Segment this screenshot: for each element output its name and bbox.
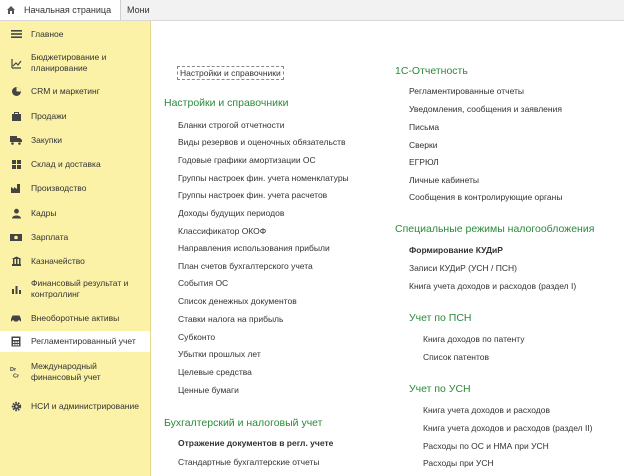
nav-link[interactable]: Записи КУДиР (УСН / ПСН) (409, 263, 517, 273)
section-title: Бухгалтерский и налоговый учет (164, 417, 323, 429)
section-title: Специальные режимы налогообложения (395, 223, 595, 235)
nav-link[interactable]: Книга доходов по патенту (423, 334, 525, 344)
sidebar-item-label: Кадры (31, 207, 57, 218)
tab-home-label: Начальная страница (24, 5, 112, 15)
sidebar-item-admin[interactable] (0, 394, 150, 418)
warehouse-icon (10, 158, 22, 170)
nav-link[interactable]: Группы настроек фин. учета расчетов (178, 190, 328, 200)
sidebar-item-purchases[interactable] (0, 132, 150, 148)
sidebar-item-regulated-accounting[interactable] (0, 331, 150, 352)
sidebar-item-label: Продажи (31, 110, 67, 121)
nav-link[interactable]: Сверки (409, 140, 438, 150)
nav-link[interactable]: Убытки прошлых лет (178, 349, 261, 359)
nav-link[interactable]: Доходы будущих периодов (178, 208, 285, 218)
sidebar-item-international[interactable] (0, 360, 150, 384)
nav-link[interactable]: Годовые графики амортизации ОС (178, 155, 316, 165)
nav-link[interactable]: Уведомления, сообщения и заявления (409, 104, 562, 114)
nav-link[interactable]: ЕГРЮЛ (409, 157, 439, 167)
sidebar-item-budgeting[interactable] (0, 51, 150, 75)
nav-link[interactable]: Личные кабинеты (409, 175, 480, 185)
nav-link[interactable]: Книга учета доходов и расходов (423, 405, 550, 415)
nav-link[interactable]: Субконто (178, 332, 216, 342)
bag-icon (10, 110, 22, 122)
truck-icon (10, 134, 22, 146)
sidebar-item-label: Главное (31, 28, 64, 39)
nav-link[interactable]: Сообщения в контролирующие органы (409, 192, 563, 202)
nav-link[interactable]: Формирование КУДиР (409, 245, 503, 255)
sidebar-item-fixed-assets[interactable] (0, 310, 150, 326)
nav-link[interactable]: Ценные бумаги (178, 385, 239, 395)
pie-icon (10, 85, 22, 97)
nav-link[interactable]: Список денежных документов (178, 296, 297, 306)
tab-monitor[interactable] (121, 0, 161, 20)
nav-link[interactable]: Книга учета доходов и расходов (раздел I) (409, 281, 577, 291)
sidebar-item-label: Международный финансовый учет (31, 361, 101, 382)
sidebar-item-sales[interactable] (0, 108, 150, 124)
dr-cr-icon (10, 366, 22, 378)
gear-icon (10, 400, 22, 412)
section-title: Настройки и справочники (164, 97, 289, 109)
tab-monitor-label: Мони (127, 5, 150, 15)
nav-link[interactable]: План счетов бухгалтерского учета (178, 261, 313, 271)
settings-link[interactable]: Настройки и справочники (177, 66, 284, 80)
sidebar-item-label: Производство (31, 182, 87, 193)
sidebar-item-label: Закупки (31, 134, 62, 145)
sidebar (0, 21, 151, 476)
nav-link[interactable]: Список патентов (423, 352, 490, 362)
nav-link[interactable]: Группы настроек фин. учета номенклатуры (178, 173, 349, 183)
bar-chart-icon (10, 283, 22, 295)
home-icon (6, 5, 16, 15)
calculator-icon (10, 336, 22, 348)
sidebar-item-label: Склад и доставка (31, 158, 101, 169)
nav-link[interactable]: Направления использования прибыли (178, 243, 330, 253)
nav-link[interactable]: Расходы по ОС и НМА при УСН (423, 441, 549, 451)
main-content (151, 21, 624, 476)
person-icon (10, 207, 22, 219)
nav-link[interactable]: События ОС (178, 278, 229, 288)
sidebar-item-label: Внеоборотные активы (31, 312, 120, 323)
nav-link[interactable]: Целевые средства (178, 367, 252, 377)
menu-icon (10, 28, 22, 40)
nav-link[interactable]: Письма (409, 122, 440, 132)
sidebar-item-label: НСИ и администрирование (31, 400, 139, 411)
car-icon (10, 312, 22, 324)
nav-link[interactable]: Стандартные бухгалтерские отчеты (178, 457, 320, 467)
section-title: Учет по УСН (409, 383, 471, 395)
nav-link[interactable]: Ставки налога на прибыль (178, 314, 284, 324)
tab-home[interactable] (0, 0, 121, 20)
nav-link[interactable]: Классификатор ОКОФ (178, 226, 267, 236)
nav-link[interactable]: Расходы при УСН (423, 458, 494, 468)
money-icon (10, 231, 22, 243)
sidebar-item-hr[interactable] (0, 205, 150, 221)
svg-text:Cr: Cr (13, 373, 20, 378)
sidebar-item-label: Бюджетирование и планирование (31, 52, 107, 73)
sidebar-item-label: Зарплата (31, 231, 69, 242)
svg-text:Dr: Dr (10, 367, 17, 373)
sidebar-item-payroll[interactable] (0, 229, 150, 245)
section-title: Учет по ПСН (409, 312, 472, 324)
sidebar-item-treasury[interactable] (0, 253, 150, 269)
sidebar-item-production[interactable] (0, 180, 150, 196)
nav-link[interactable]: Отражение документов в регл. учете (178, 438, 334, 448)
sidebar-item-warehouse[interactable] (0, 156, 150, 172)
nav-link[interactable]: Виды резервов и оценочных обязательств (178, 137, 346, 147)
section-title: 1С-Отчетность (395, 65, 468, 77)
tab-bar (0, 0, 624, 21)
treasury-icon (10, 255, 22, 267)
sidebar-item-label: CRM и маркетинг (31, 85, 100, 96)
nav-link[interactable]: Книга учета доходов и расходов (раздел II) (423, 423, 593, 433)
sidebar-item-crm[interactable] (0, 83, 150, 99)
nav-link[interactable]: Регламентированные отчеты (409, 86, 525, 96)
chart-up-icon (10, 57, 22, 69)
sidebar-item-main[interactable] (0, 26, 150, 42)
sidebar-item-label: Финансовый результат и контроллинг (31, 278, 129, 299)
factory-icon (10, 182, 22, 194)
nav-link[interactable]: Бланки строгой отчетности (178, 120, 285, 130)
sidebar-item-label: Регламентированный учет (31, 336, 136, 346)
sidebar-item-financial-result[interactable] (0, 277, 150, 301)
sidebar-item-label: Казначейство (31, 255, 85, 266)
